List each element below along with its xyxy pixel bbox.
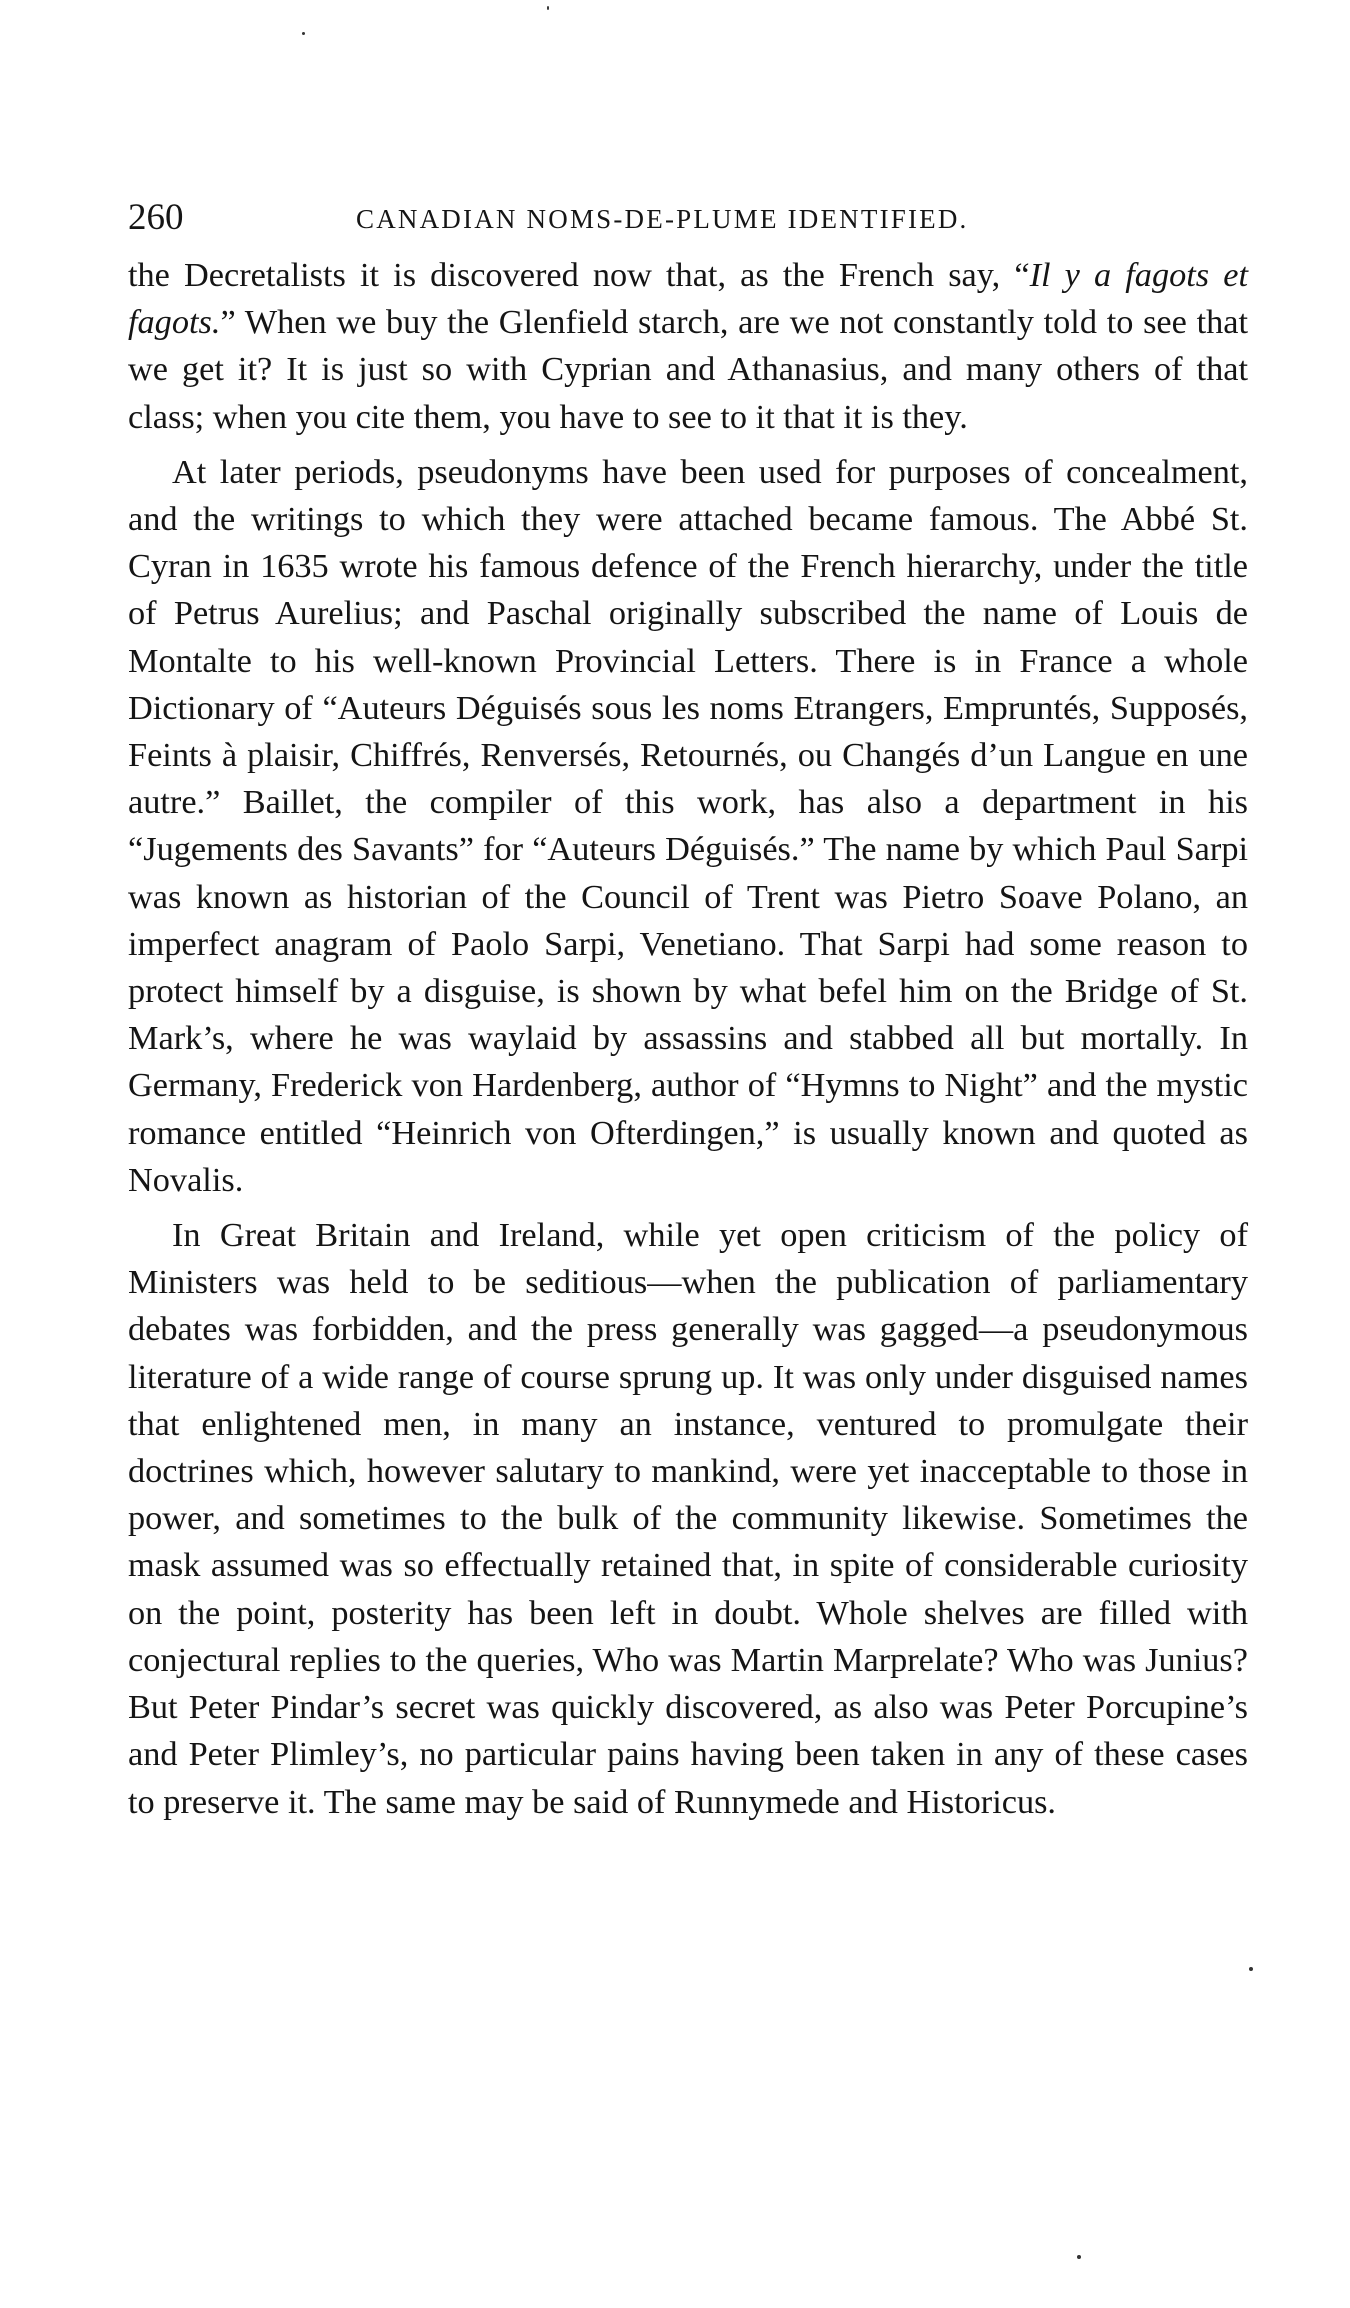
running-head (128, 196, 1248, 246)
french-quote: Il y a fagots et fagots. (128, 256, 1248, 342)
body-text (128, 252, 1248, 1826)
paragraph-1 (128, 252, 1248, 441)
paragraph-1-text-a: the Decretalists it is discovered now that, as the French say, “ (128, 256, 1030, 294)
print-speck (547, 6, 549, 10)
page-number: 260 (128, 197, 184, 238)
paragraph-2: At later periods, pseudonyms have been used for purposes of concealment, and the writings to which they were attached became famous. The Abbé St. Cyran in 1635 wrote his famous defence of the French hierarchy, under the title of Petrus Aurelius; and Paschal originally subscribed the name of Louis de Montalte to his well-known Provincial Letters. There is in France a whole Dictionary of “Auteurs Déguisés sous les noms Etrangers, Empruntés, Supposés, Feints à plaisir, Chiffrés, Renversés, Retournés, ou Changés d’un Langue en une autre.” Baillet, the compiler of this work, has also a department in his “Jugements des Savants” for “Auteurs Déguisés.” The name by which Paul Sarpi was known as historian of the Council of Trent was Pietro Soave Polano, an imperfect anagram of Paolo Sarpi, Venetiano. That Sarpi had some reason to protect himself by a disguise, is shown by what befel him on the Bridge of St. Mark’s, where he was waylaid by assassins and stabbed all but mortally. In Germany, Frederick von Hardenberg, author of “Hymns to Night” and the mystic romance entitled “Heinrich von Ofterdingen,” is usually known and quoted as Novalis. (128, 452, 1248, 1199)
paragraph-3: In Great Britain and Ireland, while yet open criticism of the policy of Ministers was held to be seditious—when the publication of parliamentary debates was forbidden, and the press generally was gagged—a pseudonymous literature of a wide range of course sprung up. It was only under disguised names that enlightened men, in many an instance, ventured to promulgate their doctrines which, however salutary to mankind, were yet inacceptable to those in power, and sometimes to the bulk of the community likewise. Sometimes the mask assumed was so effectually retained that, in spite of considerable curiosity on the point, posterity has been left in doubt. Whole shelves are filled with conjectural replies to the queries, Who was Martin Marprelate? Who was Junius? But Peter Pindar’s secret was quickly discovered, as also was Peter Porcupine’s and Peter Plimley’s, no particular pains having been taken in any of these cases to preserve it. The same may be said of Runnymede and Historicus. (128, 1216, 1248, 1821)
paragraph-1-text-c: ” When we buy the Glenfield starch, are we not constantly told to see that we get it? It is just so with Cyprian and Athanasius, and many others of that class; when you cite them, you have to see to it that it is they. (128, 303, 1248, 436)
print-speck (1249, 1967, 1253, 1971)
running-title: CANADIAN NOMS-DE-PLUME IDENTIFIED. (356, 204, 969, 234)
print-speck (302, 32, 305, 35)
print-speck (1077, 2255, 1081, 2259)
